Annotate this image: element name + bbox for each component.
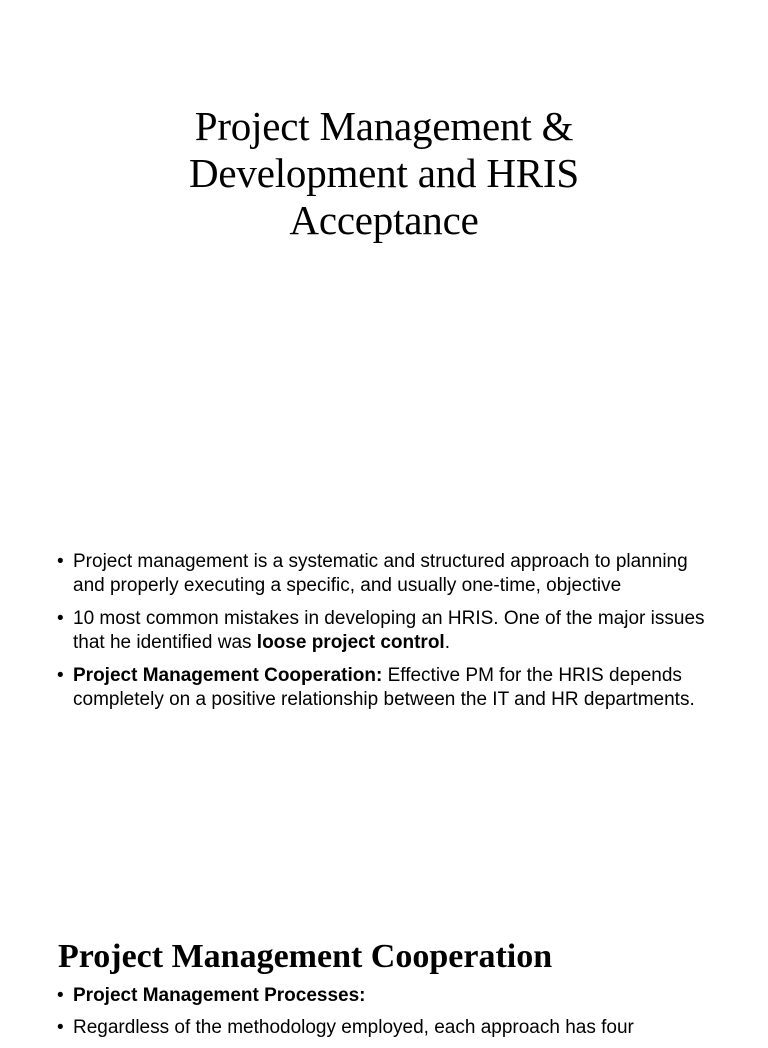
slide-title: [60, 103, 708, 244]
bullet-marker: •: [57, 985, 64, 1006]
bullet-marker: •: [57, 1017, 64, 1038]
title-line: Development and HRIS: [189, 150, 579, 197]
title-line: Acceptance: [289, 197, 479, 244]
slide-2: [0, 860, 768, 1038]
bullet-item: [57, 550, 722, 598]
title-line: Project Management &: [194, 103, 574, 150]
bullet-marker: •: [57, 608, 64, 629]
slide-title: Project Management Cooperation: [58, 938, 553, 976]
bullet-text: Regardless of the methodology employed, each approach has four: [73, 1017, 634, 1038]
bullet-emphasis: Project Management Processes:: [73, 985, 366, 1006]
bullet-text-tail: Effective PM for the HRIS depends completely on a positive relationship between the IT and HR departments.: [73, 665, 695, 710]
bullet-item: [57, 664, 722, 712]
bullet-item: [57, 984, 722, 1008]
bullet-item: [57, 607, 722, 655]
bullet-item: [57, 1016, 722, 1040]
bullet-marker: •: [57, 551, 64, 572]
bullet-list: [57, 550, 722, 721]
bullet-text-tail: .: [444, 632, 450, 653]
bullet-marker: •: [57, 665, 64, 686]
bullet-emphasis: loose project control: [256, 632, 445, 653]
bullet-emphasis: Project Management Cooperation:: [73, 665, 383, 686]
bullet-list: [57, 984, 722, 1048]
bullet-text: 10 most common mistakes in developing an HRIS. One of the major issues that he identified was: [73, 608, 705, 653]
bullet-text: Project management is a systematic and structured approach to planning and properly executing a specific, and usually one-time, objective: [73, 551, 688, 596]
